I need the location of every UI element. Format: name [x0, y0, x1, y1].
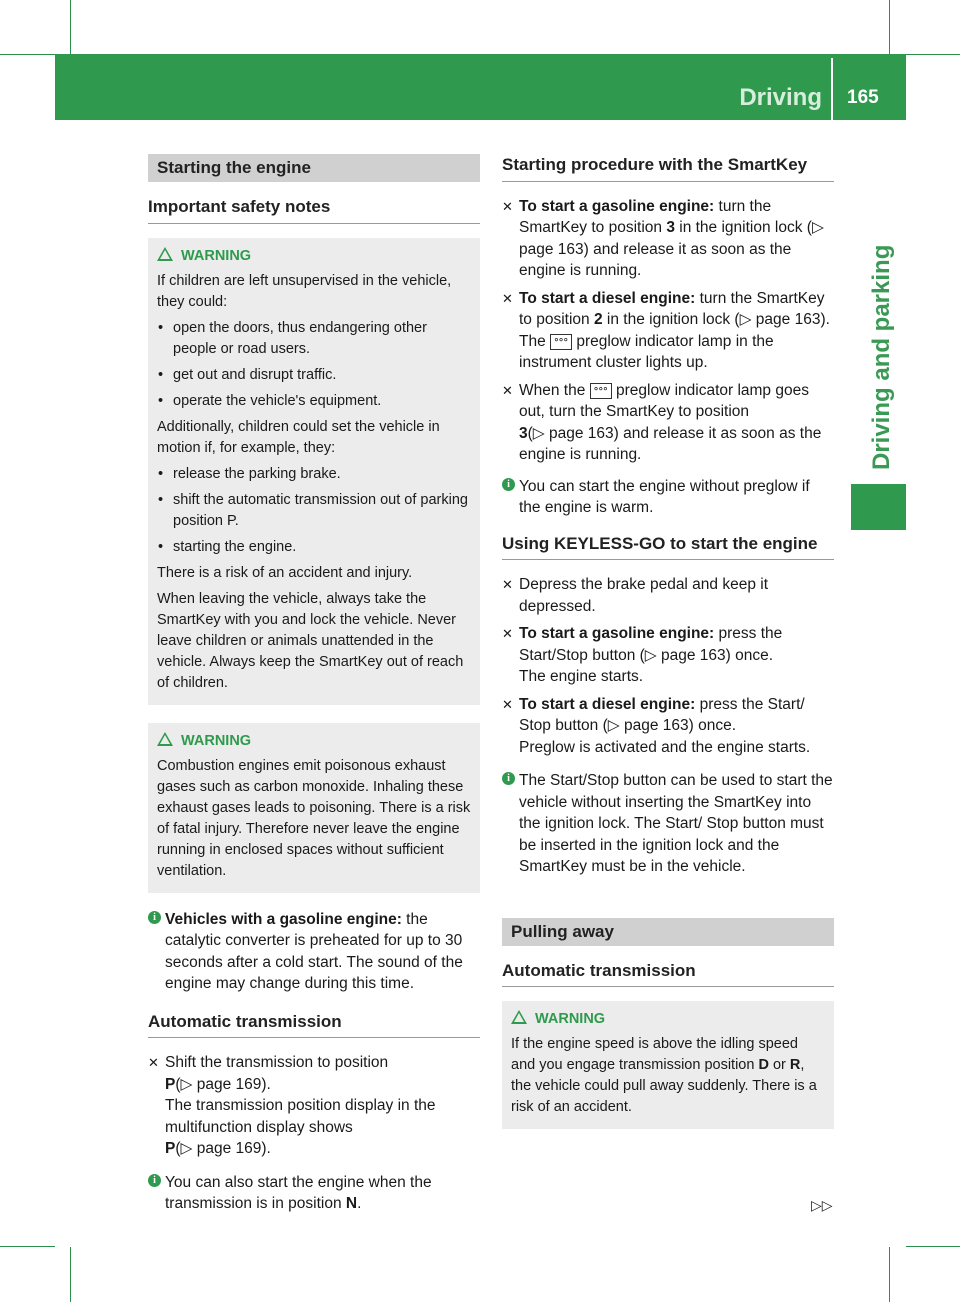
crop-mark: [906, 1246, 960, 1247]
info-icon: i: [148, 1174, 161, 1187]
warning-text: If children are left unsupervised in the vehicle, they could:: [157, 272, 452, 310]
info-icon: i: [148, 911, 161, 924]
info-note: i Vehicles with a gasoline engine: the catalytic converter is preheated for up to 30 seconds after a cold start. The sound of the engine may change during this time.: [148, 909, 480, 995]
instruction-step: ✕ Depress the brake pedal and keep it depressed.: [502, 576, 769, 615]
info-note: i The Start/Stop button can be used to start the vehicle without inserting the SmartKey into the ignition lock. The Start/ Stop button must be inserted in the ignition lock and the SmartKey must be in the vehicle.: [502, 770, 834, 878]
info-icon: i: [502, 772, 515, 785]
step-arrow-icon: ✕: [502, 382, 513, 398]
page-number: 165: [847, 87, 879, 108]
right-column: [502, 154, 834, 1129]
continued-marker: ▷▷: [811, 1197, 833, 1213]
info-icon: i: [502, 478, 515, 491]
crop-mark: [889, 1247, 890, 1302]
instruction-step: ✕ To start a diesel engine: turn the SmartKey to position 2 in the ignition lock (▷ page 163). The ᐤᐤᐤ preglow indicator lamp in the instrument cluster lights up.: [502, 289, 830, 371]
warning-heading: WARNING: [511, 1009, 825, 1030]
instruction-step: ✕ Shift the transmission to position P(▷ page 169). The transmission position display in the multifunction display shows P(▷ page 169).: [148, 1054, 436, 1157]
list-item: • release the parking brake.: [157, 464, 471, 485]
step-arrow-icon: ✕: [502, 696, 513, 712]
crop-mark: [906, 54, 960, 55]
header-title: Driving: [739, 84, 822, 111]
subsection-heading: Starting procedure with the SmartKey: [502, 154, 834, 182]
warning-icon: [511, 1010, 527, 1024]
crop-mark: [0, 1246, 55, 1247]
subsection-heading: Using KEYLESS-GO to start the engine: [502, 533, 834, 561]
warning-box: [148, 238, 480, 705]
section-heading: Starting the engine: [148, 154, 480, 182]
crop-mark: [70, 0, 71, 55]
instruction-step: ✕ When the ᐤᐤᐤ preglow indicator lamp goes out, turn the SmartKey to position 3(▷ page 163) and release it as soon as the engine is running.: [502, 381, 822, 463]
step-arrow-icon: ✕: [502, 198, 513, 214]
chapter-label: Driving and parking: [868, 244, 895, 470]
warning-box: [148, 723, 480, 893]
warning-text: Combustion engines emit poisonous exhaust gases such as carbon monoxide. Inhaling these exhaust gases leads to poisoning. There is a risk of fatal injury. Therefore never leave the engine running in enclosed spaces without sufficient ventilation.: [157, 757, 471, 879]
list-item: • shift the automatic transmission out of parking position P.: [157, 490, 471, 532]
step-arrow-icon: ✕: [502, 290, 513, 306]
info-note: i You can also start the engine when the transmission is in position N.: [148, 1172, 480, 1215]
chapter-marker: [851, 484, 906, 530]
instruction-step: ✕ To start a gasoline engine: press the Start/Stop button (▷ page 163) once. The engine starts.: [502, 625, 783, 685]
chapter-tab: [850, 244, 912, 480]
warning-text: There is a risk of an accident and injury.: [157, 564, 413, 581]
left-column: [148, 154, 480, 1225]
list-item: • starting the engine.: [157, 537, 471, 558]
header-divider: [831, 58, 833, 120]
warning-heading: WARNING: [157, 731, 471, 752]
warning-text: If the engine speed is above the idling speed and you engage transmission position D or R, the vehicle could pull away suddenly. There is a risk of an accident.: [511, 1036, 817, 1115]
crop-mark: [0, 54, 55, 55]
instruction-step: ✕ To start a gasoline engine: turn the SmartKey to position 3 in the ignition lock (▷ page 163) and release it as soon as the engine is running.: [502, 197, 824, 279]
step-arrow-icon: ✕: [148, 1055, 159, 1070]
instruction-step: ✕ To start a diesel engine: press the Start/ Stop button (▷ page 163) once. Preglow is activated and the engine starts.: [502, 695, 811, 756]
list-item: • open the doors, thus endangering other people or road users.: [157, 318, 471, 360]
crop-mark: [70, 1247, 71, 1302]
warning-text: When leaving the vehicle, always take the SmartKey with you and lock the vehicle. Never leave children or animals unattended in the vehicle. Always keep the SmartKey out of reach of children.: [157, 590, 464, 691]
warning-box: [502, 1001, 834, 1129]
list-item: • get out and disrupt traffic.: [157, 365, 471, 386]
warning-icon: [157, 732, 173, 746]
subsection-heading: Important safety notes: [148, 196, 480, 224]
subsection-heading: Automatic transmission: [502, 960, 834, 988]
warning-icon: [157, 247, 173, 261]
step-arrow-icon: ✕: [502, 577, 513, 592]
warning-heading: WARNING: [157, 246, 471, 267]
list-item: • operate the vehicle's equipment.: [157, 391, 471, 412]
info-note: i You can start the engine without preglow if the engine is warm.: [502, 476, 834, 519]
warning-text: Additionally, children could set the vehicle in motion if, for example, they:: [157, 418, 440, 456]
subsection-heading: Automatic transmission: [148, 1011, 480, 1039]
section-heading: Pulling away: [502, 918, 834, 946]
preglow-indicator-icon: ᐤᐤᐤ: [550, 334, 572, 350]
crop-mark: [889, 0, 890, 55]
preglow-indicator-icon: ᐤᐤᐤ: [590, 383, 612, 399]
page-header: [55, 54, 906, 120]
step-arrow-icon: ✕: [502, 626, 513, 641]
